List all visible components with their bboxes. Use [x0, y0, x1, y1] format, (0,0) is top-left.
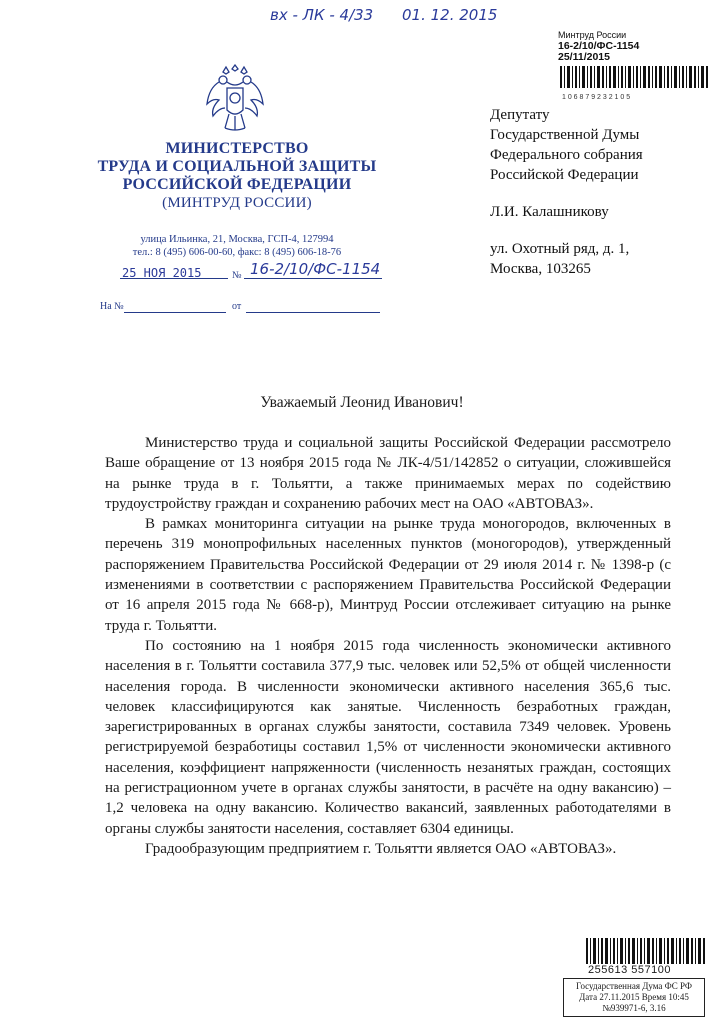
- handwritten-outgoing-number: 16-2/10/ФС-1154: [250, 260, 381, 278]
- date-stamp: 25 НОЯ 2015: [122, 266, 202, 280]
- paragraph-4: Градообразующим предприятием г. Тольятти является ОАО «АВТОВАЗ».: [145, 840, 617, 857]
- handwritten-incoming-ref: вх - ЛК - 4/33: [270, 6, 374, 24]
- recipient-line-4: Российской Федерации: [490, 167, 639, 183]
- recipient-block: [490, 105, 643, 279]
- registration-number: 16-2/10/ФС-1154: [558, 40, 640, 52]
- duma-stamp-line-2: Дата 27.11.2015 Время 10:45: [579, 992, 689, 1002]
- ministry-short-name: (МИНТРУД РОССИИ): [162, 195, 312, 211]
- coat-of-arms-icon: [205, 64, 265, 134]
- registration-date: 25/11/2015: [558, 51, 610, 63]
- ministry-address: улица Ильинка, 21, Москва, ГСП-4, 127994: [140, 234, 334, 245]
- date-underline: [120, 266, 228, 279]
- duma-barcode: [586, 938, 706, 964]
- ministry-line-1: МИНИСТЕРСТВО: [165, 140, 309, 157]
- recipient-line-2: Государственной Думы: [490, 127, 640, 143]
- recipient-line-3: Федерального собрания: [490, 147, 643, 163]
- number-sign: №: [232, 270, 242, 281]
- ministry-phones: тел.: 8 (495) 606-00-60, факс: 8 (495) 606-18-76: [132, 247, 342, 258]
- ministry-address-block: [92, 233, 382, 259]
- recipient-address-1: ул. Охотный ряд, д. 1,: [490, 241, 630, 257]
- registration-stamp: [558, 30, 639, 63]
- recipient-line-1: Депутату: [490, 107, 550, 123]
- ministry-line-3: РОССИЙСКОЙ ФЕДЕРАЦИИ: [122, 176, 352, 193]
- recipient-name: Л.И. Калашникову: [490, 204, 609, 220]
- registration-barcode: [560, 66, 710, 92]
- paragraph-3: По состоянию на 1 ноября 2015 года численность экономически активного населения в г. Тольятти составила 377,9 тыс. человек или 52,5% от общей численности населения города. В численности экономически активного населения 365,6 тыс. человек классифицируются как занятые. Численность безработных граждан, зарегистрированных в органах службы занятости, составила 7349 человек. Уровень регистрируемой безработицы составил 1,5% от численности экономически активного населения, коэффициент напряженности (численность незанятых граждан, состоящих на регистрационном учете в органах службы занятости, в расчёте на одну вакансию) – 1,2 человека на одну вакансию. Количество вакансий, заявленных работодателями в органы службы занятости населения, составляет 6304 единицы.: [105, 637, 671, 837]
- paragraph-2: В рамках мониторинга ситуации на рынке труда моногородов, включенных в перечень 319 монопрофильных населенных пунктов (моногородов), утвержденный распоряжением Правительства Российской Федерации от 29 июля 2014 г. № 1398-р (с изменениями в соответствии с распоряжением Правительства Российской Федерации от 16 апреля 2015 года № 668-р), Минтруд России отслеживает ситуацию на рынке труда г. Тольятти.: [105, 516, 671, 634]
- ref-underline: [124, 300, 226, 313]
- paragraph-1: Министерство труда и социальной защиты Российской Федерации рассмотрело Ваше обращение от 13 ноября 2015 года № ЛК-4/51/142852 о ситуации, сложившейся на рынке труда в г. Тольятти, а также принимаемых мерах по содействию трудоустройству граждан и сохранению рабочих мест на ОАО «АВТОВАЗ».: [105, 435, 671, 512]
- duma-barcode-digits: 255613 557100: [588, 964, 671, 976]
- salutation: Уважаемый Леонид Иванович!: [260, 394, 464, 411]
- duma-stamp: [563, 978, 705, 1017]
- recipient-address-2: Москва, 103265: [490, 261, 591, 277]
- handwritten-incoming-date: 01. 12. 2015: [402, 6, 498, 24]
- ref-label: На №: [100, 301, 124, 312]
- from-label: от: [232, 301, 242, 312]
- ministry-letterhead: [92, 140, 382, 212]
- letter-body: [105, 433, 671, 859]
- registration-org: Минтруд России: [558, 30, 627, 40]
- from-underline: [246, 300, 380, 313]
- duma-stamp-line-3: №939971-6, 3.16: [602, 1003, 666, 1013]
- registration-barcode-digits: 1 0 6 8 7 9 2 3 2 1 0 5: [562, 94, 631, 101]
- ministry-line-2: ТРУДА И СОЦИАЛЬНОЙ ЗАЩИТЫ: [97, 158, 377, 175]
- duma-stamp-line-1: Государственная Дума ФС РФ: [576, 981, 692, 991]
